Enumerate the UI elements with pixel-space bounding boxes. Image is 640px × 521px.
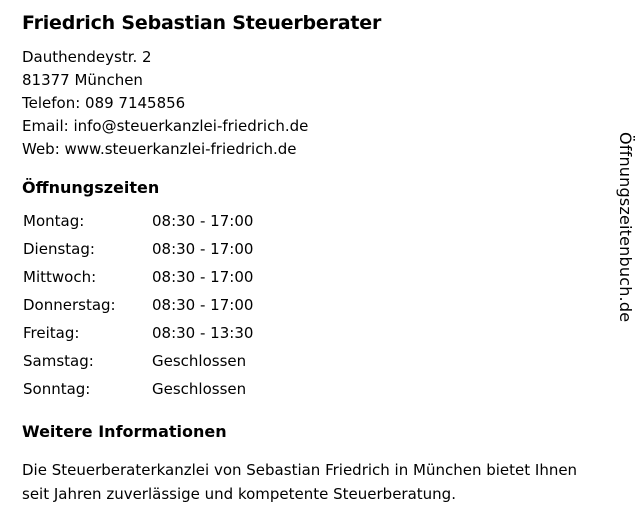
hours-time: 08:30 - 13:30 bbox=[152, 324, 254, 342]
opening-hours-table bbox=[23, 213, 253, 409]
more-information-heading: Weitere Informationen bbox=[22, 422, 227, 441]
hours-time: 08:30 - 17:00 bbox=[152, 212, 254, 230]
table-row bbox=[23, 269, 253, 297]
email-line: Email: info@steuerkanzlei-friedrich.de bbox=[22, 117, 309, 135]
table-row bbox=[23, 241, 253, 269]
more-information-text: Die Steuerberaterkanzlei von Sebastian Friedrich in München bietet Ihnen seit Jahren zuverlässige und kompetente Steuerberatung. bbox=[22, 461, 578, 503]
table-row bbox=[23, 213, 253, 241]
table-row bbox=[23, 381, 253, 409]
table-row bbox=[23, 325, 253, 353]
hours-day: Samstag: bbox=[23, 352, 94, 370]
brand-watermark: Öffnungszeitenbuch.de bbox=[616, 132, 635, 323]
hours-day: Mittwoch: bbox=[23, 268, 97, 286]
hours-time: 08:30 - 17:00 bbox=[152, 268, 254, 286]
hours-time: Geschlossen bbox=[152, 352, 247, 370]
phone-line: Telefon: 089 7145856 bbox=[22, 94, 186, 112]
hours-time: 08:30 - 17:00 bbox=[152, 296, 254, 314]
address-city: 81377 München bbox=[22, 71, 143, 89]
website-line: Web: www.steuerkanzlei-friedrich.de bbox=[22, 140, 297, 158]
hours-day: Donnerstag: bbox=[23, 296, 116, 314]
hours-time: 08:30 - 17:00 bbox=[152, 240, 254, 258]
hours-day: Sonntag: bbox=[23, 380, 91, 398]
hours-time: Geschlossen bbox=[152, 380, 247, 398]
table-row bbox=[23, 297, 253, 325]
page-title: Friedrich Sebastian Steuerberater bbox=[22, 12, 382, 34]
hours-day: Dienstag: bbox=[23, 240, 95, 258]
table-row bbox=[23, 353, 253, 381]
content-column bbox=[22, 10, 602, 521]
opening-hours-heading: Öffnungszeiten bbox=[22, 178, 160, 197]
address-street: Dauthendeystr. 2 bbox=[22, 48, 152, 66]
hours-day: Freitag: bbox=[23, 324, 80, 342]
hours-day: Montag: bbox=[23, 212, 85, 230]
address-block bbox=[22, 46, 602, 161]
